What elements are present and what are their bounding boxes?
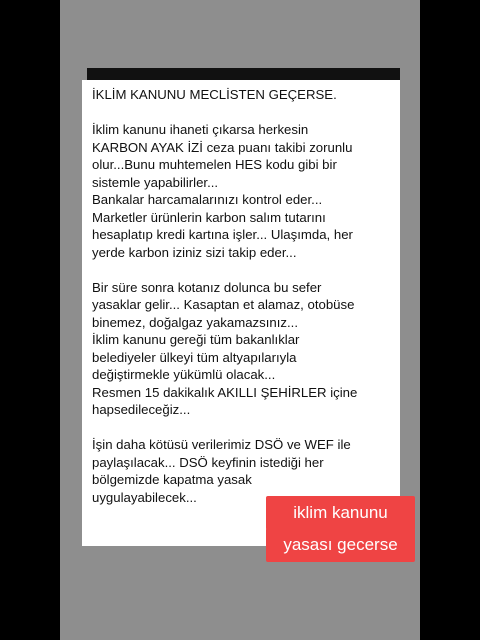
note-line: sistemle yapabilirler... [92,174,219,190]
caption-line-1: iklim kanunu [266,496,415,530]
note-line: Resmen 15 dakikalık AKILLI ŞEHİRLER içine [92,384,358,400]
note-line: İşin daha kötüsü verilerimiz DSÖ ve WEF ile [92,437,351,452]
note-line: KARBON AYAK İZİ ceza puanı takibi zorunlu [92,139,353,155]
note-line: paylaşılacak... DSÖ keyfinin istediği her [92,454,324,470]
note-line [92,104,394,122]
note-line: olur...Bunu muhtemelen HES kodu gibi bir [92,157,337,172]
caption-line-2: yasası gecerse [266,528,415,562]
note-line: İklim kanunu gereği tüm bakanlıklar [92,332,300,347]
note-line: Bir süre sonra kotanız dolunca bu sefer [92,279,322,295]
note-card [82,80,400,546]
note-line [92,419,394,437]
note-line: yasaklar gelir... Kasaptan et alamaz, otobüse [92,297,355,312]
note-line: İklim kanunu ihaneti çıkarsa herkesin [92,122,309,137]
note-title: İKLİM KANUNU MECLİSTEN GEÇERSE. [92,87,337,102]
note-line: Bankalar harcamalarınızı kontrol eder... [92,192,323,207]
note-line: yerde karbon iziniz sizi takip eder... [92,244,297,260]
note-line: Marketler ürünlerin karbon salım tutarını [92,209,326,225]
note-line: bölgemizde kapatma yasak [92,472,252,487]
note-line: binemez, doğalgaz yakamazsınız... [92,314,298,330]
note-line: belediyeler ülkeyi tüm altyapılarıyla [92,349,297,365]
screenshot-top-bar [87,68,400,80]
note-line: hapsedileceğiz... [92,402,191,417]
note-line: hesaplatıp kredi kartına işler... Ulaşımda, her [92,227,353,242]
note-line: uygulayabilecek... [92,489,197,505]
note-line [92,261,394,279]
note-line: değiştirmekle yükümlü olacak... [92,367,276,382]
